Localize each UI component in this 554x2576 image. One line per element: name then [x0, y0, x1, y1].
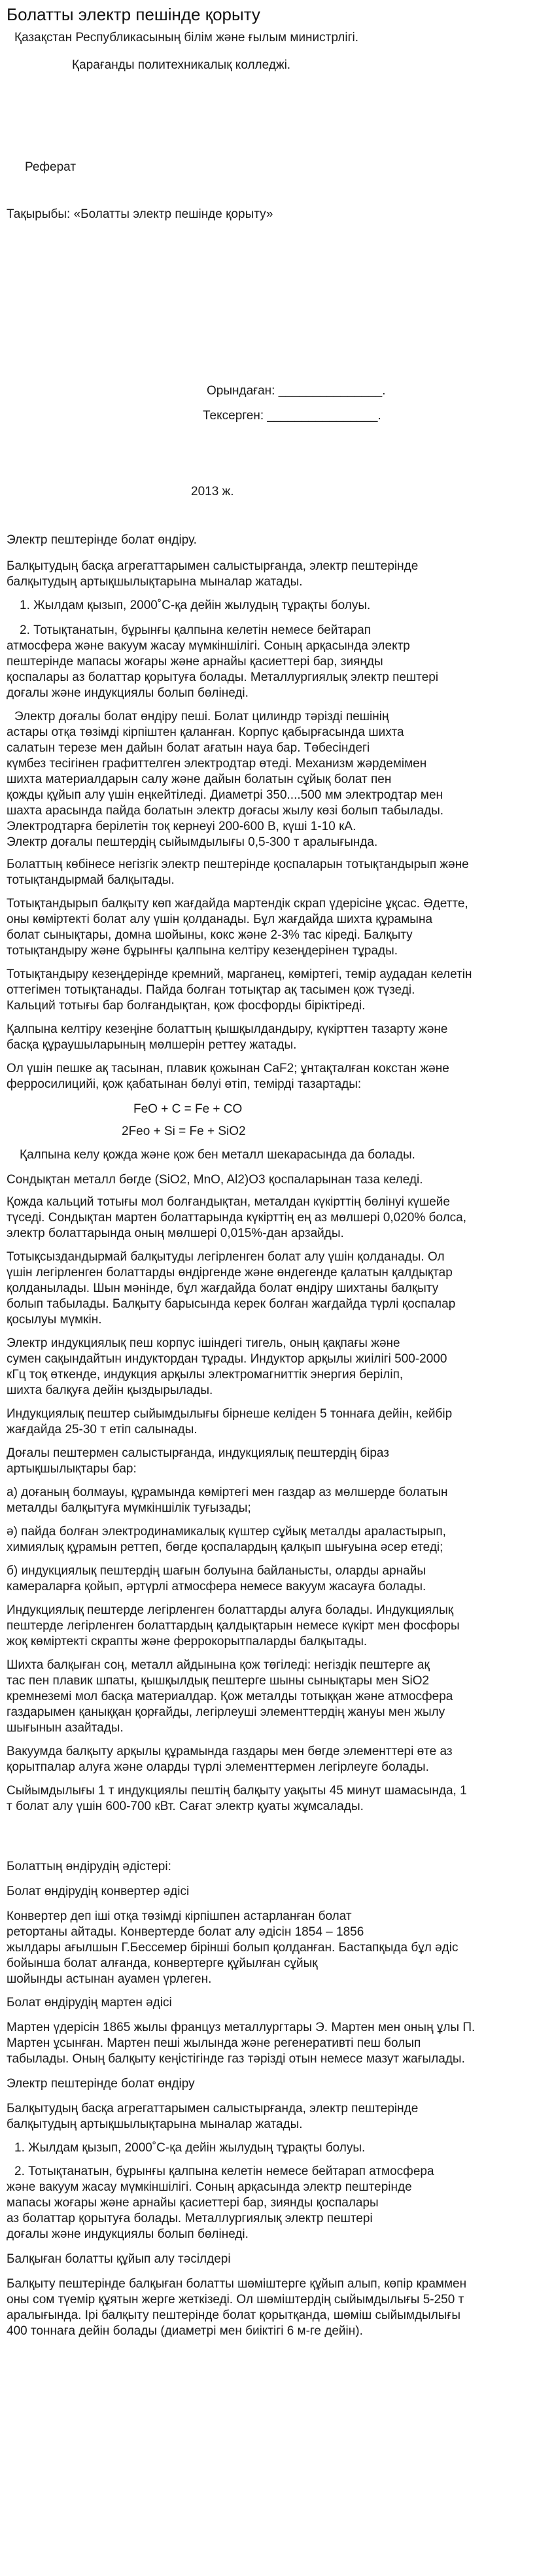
body-line: Электр доғалы пештердің сыйымдылығы 0,5-300 т аралығында.: [7, 835, 378, 849]
body-line: Конвертер деп іші отқа төзімді кірпішпен астарланған болат: [7, 1909, 352, 1923]
body-line: ретортаны айтады. Конвертерде болат алу әдісін 1854 – 1856: [7, 1925, 364, 1939]
body-line: қорытпалар алуға және оларды түрлі элементтермен легірлеуге болады.: [7, 1760, 429, 1774]
body-line: Балқытудың басқа агрегаттарымен салыстырғанда, электр пештерінде: [7, 559, 419, 573]
body-line: Болаттың көбінесе негізгік электр пештерінде қоспаларын тотықтандырып және: [7, 858, 469, 871]
body-line: шығынын азайтады.: [7, 1721, 124, 1735]
body-line: Болат өндірудің конвертер әдісі: [7, 1885, 190, 1898]
body-line: шихта материалдарын салу және дайын болатын сұйық болат пен: [7, 773, 392, 786]
document-title: Болатты электр пешінде қорыту: [7, 5, 260, 24]
body-line: балқытудың артықшылықтарына мыналар жатады.: [7, 575, 303, 589]
body-line: доғалы және индукциялы болып бөлінеді.: [7, 686, 249, 700]
body-line: қолданылады. Шын мәнінде, бұл жағдайда болат өндіру шихтаны балқыту: [7, 1281, 439, 1295]
body-line: а) доғаның болмауы, құрамында көміртегі мен газдар аз мөлшерде болатын: [7, 1486, 448, 1499]
body-line: Балқытудың басқа агрегаттарымен салыстырғанда, электр пештерінде: [7, 2102, 419, 2115]
body-line: Мартен ұсынған. Мартен пеші жылында және регенеративті пеш болып: [7, 2036, 421, 2050]
body-line: Электр пештерінде болат өндіру.: [7, 533, 197, 547]
body-line: тотықтандырмай балқытады.: [7, 873, 175, 887]
ministry-line: Қазақстан Республикасының білім және ғылым министрлігі.: [14, 31, 359, 44]
performer-line: Орындаған: _______________.: [207, 384, 386, 398]
body-line: пештерінде мапасы жоғары және арнайы қасиеттері бар, зияңды: [7, 655, 383, 669]
body-line: түседі. Сондықтан мартен болаттарында күкірттің ең аз мөлшері 0,020% болса,: [7, 1211, 467, 1225]
body-line: сумен сақындайтын индуктордан тұрады. Индуктор арқылы жиілігі 500-2000: [7, 1352, 447, 1366]
body-line: кремнеземі мол басқа материалдар. Қож металды тотыққан және атмосфера: [7, 1690, 453, 1703]
body-line: камераларға қойып, әртүрлі атмосфера немесе вакуум жасауға болады.: [7, 1580, 426, 1593]
body-line: шихта балқуға дейін қыздырылады.: [7, 1384, 213, 1397]
body-line: Қалпына келу қожда және қож бен металл шекарасында да болады.: [20, 1148, 415, 1162]
body-line: табылады. Оның балқыту кеңістігінде газ тәрізді отын немесе мазут жағылады.: [7, 2052, 465, 2066]
body-line: қоспалары аз болаттар қорытуға болады. Металлургиялық электр пештері: [7, 670, 439, 684]
body-line: кГц тоқ өткенде, индукция арқылы электромагниттік энергия беріліп,: [7, 1368, 404, 1382]
body-line: Сыйымдылығы 1 т индукциялы пештің балқыту уақыты 45 минут шамасында, 1: [7, 1784, 467, 1798]
body-line: 1. Жылдам қызып, 2000˚С-қа дейін жылудың тұрақты болуы.: [20, 599, 371, 612]
body-line: балқытудың артықшылықтарына мыналар жатады.: [7, 2117, 303, 2131]
body-line: химиялық құрамын реттеп, бөгде қоспалардың қалқып шығуына әсер етеді;: [7, 1540, 443, 1554]
body-line: Индукциялық пештерде легірленген болаттарды алуға болады. Индукциялық: [7, 1603, 454, 1617]
doc-type: Реферат: [25, 160, 77, 174]
body-line: Тотықсыздандырмай балқытуды легірленген болат алу үшін қолданады. Ол: [7, 1250, 445, 1264]
body-line: Кальций тотығы бар болғандықтан, қож фосфорды біріктіреді.: [7, 999, 366, 1013]
body-line: оттегімен тотықтанады. Пайда болған тотықтар ақ тасымен қож түзеді.: [7, 983, 415, 997]
body-line: және вакуум жасау мүмкіншілігі. Соның арқасында электр пештерінде: [7, 2180, 412, 2194]
body-line: салатын терезе мен дайын болат ағатын науа бар. Төбесіндегі: [7, 741, 370, 755]
body-line: оны көміртекті болат алу үшін қолданады. Бұл жағдайда шихта құрамына: [7, 913, 433, 926]
body-line: Қалпына келтіру кезеңіне болаттың қышқылдандыру, күкірттен тазарту және: [7, 1022, 448, 1036]
body-line: ә) пайда болған электродинамикалық күштер сұйық металды араластырып,: [7, 1525, 446, 1539]
body-line: қожды құйып алу үшін еңкейтіледі. Диаметрі 350....500 мм электродтар мен: [7, 788, 443, 802]
body-line: жоқ көміртекті скрапты және феррокорытпаларды балқытады.: [7, 1635, 368, 1648]
body-line: металды балқытуға мүмкіншілік туғызады;: [7, 1501, 251, 1515]
college-line: Қарағанды политехникалық колледжі.: [72, 58, 291, 72]
body-line: 400 тоннаға дейiн болады (диаметрi мен биiктiгі 6 м-ге дейiн).: [7, 2324, 363, 2338]
body-line: оны сом түемір құятын жерге жеткізеді. Ол шөмiштердiң сыйымдылығы 5-250 т: [7, 2293, 464, 2306]
body-line: доғалы және индукциялы болып бөлінеді.: [7, 2227, 249, 2241]
topic-line: Тақырыбы: «Болатты электр пешінде қорыту»: [7, 207, 273, 221]
body-line: Электр доғалы болат өндіру пеші. Болат цилиндр тәрізді пешінің: [14, 710, 389, 723]
body-line: Электр индукциялық пеш корпус ішіндегі тигель, оның қақпағы және: [7, 1336, 400, 1350]
body-line: Болаттың өндірудің әдістері:: [7, 1860, 171, 1873]
body-line: аз болаттар қорытуға болады. Металлургиялық электр пештері: [7, 2212, 373, 2225]
body-line: Болат өндірудің мартен әдісі: [7, 1996, 172, 2010]
body-line: астары отқа төзімді кірпіштен қаланған. Корпус қабырғасында шихта: [7, 725, 404, 739]
body-line: Сондықтан металл бөгде (SiO2, MnO, Al2)O3 қоспаларынан таза келеді.: [7, 1173, 423, 1187]
body-line: күмбез тесігінен графиттелген электродтар өтеді. Механизм жәрдемімен: [7, 757, 427, 771]
body-line: Доғалы пештермен салыстырғанда, индукциялық пештердің біраз: [7, 1446, 389, 1460]
body-line: т болат алу үшін 600-700 кВт. Сағат электр қуаты жұмсалады.: [7, 1800, 364, 1813]
body-line: газдарымен қаныққан қорғайды, легірлеуші элементтердің жануы мен жылу: [7, 1705, 445, 1719]
body-line: FeO + C = Fe + CO: [133, 1102, 243, 1116]
body-line: тотықтандыру және бұрынғы қалпына келтіру кезеңдерінен тұрады.: [7, 944, 398, 958]
body-line: Электродтарға берілетін тоқ кернеуі 200-600 В, күші 1-10 кА.: [7, 820, 356, 833]
body-line: болып табылады. Балқыту барысында керек болған жағдайда түрлі қоспалар: [7, 1297, 456, 1311]
year-line: 2013 ж.: [191, 485, 234, 498]
body-line: бойынша болат алғанда, конвертерге құйылған сұйық: [7, 1957, 318, 1970]
body-line: тас пен плавик шпаты, қышқылдық пештерге шыны сынықтары мен SiO2: [7, 1674, 430, 1688]
body-line: жылдары ағылшын Г.Бессемер бірінші болып қолданған. Бастапқыда бұл әдіс: [7, 1941, 459, 1955]
body-line: Мартен үдерісін 1865 жылы француз металлургтары Э. Мартен мен оның ұлы П.: [7, 2021, 476, 2034]
body-line: электр болаттарында оның мөлшері 0,015%-дан арзайды.: [7, 1227, 344, 1240]
body-line: пештерде легірленген болаттардың қалдықтарын немесе күкірт мен фосфоры: [7, 1619, 460, 1633]
body-line: басқа құраушыларының мөлшерін реттеу жатады.: [7, 1038, 297, 1052]
body-line: Шихта балқыған соң, металл айдынына қож төгіледі: негіздік пештерге ақ: [7, 1658, 430, 1672]
body-line: Балқыған болатты құйып алу тәсілдері: [7, 2252, 231, 2266]
body-line: шахта арасында пайда болатын электр доғасы жылу көзі болып табылады.: [7, 804, 444, 818]
body-line: ферросилицийі, қож қабатынан бөлуі өтіп, темірді тазартады:: [7, 1077, 362, 1091]
body-line: шойынды астынан ауамен үрлеген.: [7, 1972, 212, 1986]
body-line: аралығында. Iрі балқыту пештерiнде болат қорытқанда, шөмiш сыйымдылығы: [7, 2308, 461, 2322]
body-line: Тотықтандырып балқыту көп жағдайда мартендік скрап үдерісіне ұқсас. Әдетте,: [7, 897, 468, 911]
body-line: үшін легірленген болаттарды өндіргенде және өндегенде қалатын қалдықтар: [7, 1266, 453, 1279]
body-line: Электр пештерінде болат өндіру: [7, 2077, 195, 2091]
body-line: Қожда кальций тотығы мол болғандықтан, металдан күкірттің бөлінуі күшейе: [7, 1195, 450, 1209]
body-line: мапасы жоғары және арнайы қасиеттері бар, зиянды қоспалары: [7, 2196, 379, 2210]
body-line: Ол үшін пешке ақ тасынан, плавик қожынан CaF2; ұнтақталған кокстан және: [7, 1062, 449, 1075]
reviewer-line: Тексерген: ________________.: [203, 409, 381, 423]
body-line: артықшылықтары бар:: [7, 1462, 137, 1476]
body-line: Тотықтандыру кезеңдерінде кремний, марганец, көміртегі, темір аудадан келетін: [7, 967, 472, 981]
body-line: жағдайда 25-30 т етіп салынады.: [7, 1423, 198, 1436]
body-line: 2. Тотықтанатын, бұрынғы қалпына келетін немесе бейтарап: [20, 623, 371, 637]
body-line: Вакуумда балқыту арқылы құрамында газдары мен бөгде элементтері өте аз: [7, 1745, 453, 1758]
body-line: болат сынықтары, домна шойыны, кокс және 2-3% тас кіреді. Балқыту: [7, 928, 413, 942]
body-line: қосылуы мүмкін.: [7, 1313, 102, 1327]
body-line: Индукциялық пештер сыйымдылығы бірнеше келіден 5 тоннаға дейін, кейбір: [7, 1407, 453, 1421]
body-line: Балқыту пештерінде балқыған болатты шөмiштерге құйып алып, көпiр краммен: [7, 2277, 467, 2291]
body-line: б) индукциялық пештердің шағын болуына байланысты, оларды арнайы: [7, 1564, 426, 1578]
body-line: атмосфера және вакуум жасау мүмкіншілігі. Соның арқасында электр: [7, 639, 410, 653]
body-line: 1. Жылдам қызып, 2000˚С-қа дейін жылудың тұрақты болуы.: [14, 2141, 366, 2155]
body-line: 2Feo + Si = Fe + SiO2: [122, 1124, 246, 1138]
body-line: 2. Тотықтанатын, бұрынғы қалпына келетін немесе бейтарап атмосфера: [14, 2165, 434, 2178]
